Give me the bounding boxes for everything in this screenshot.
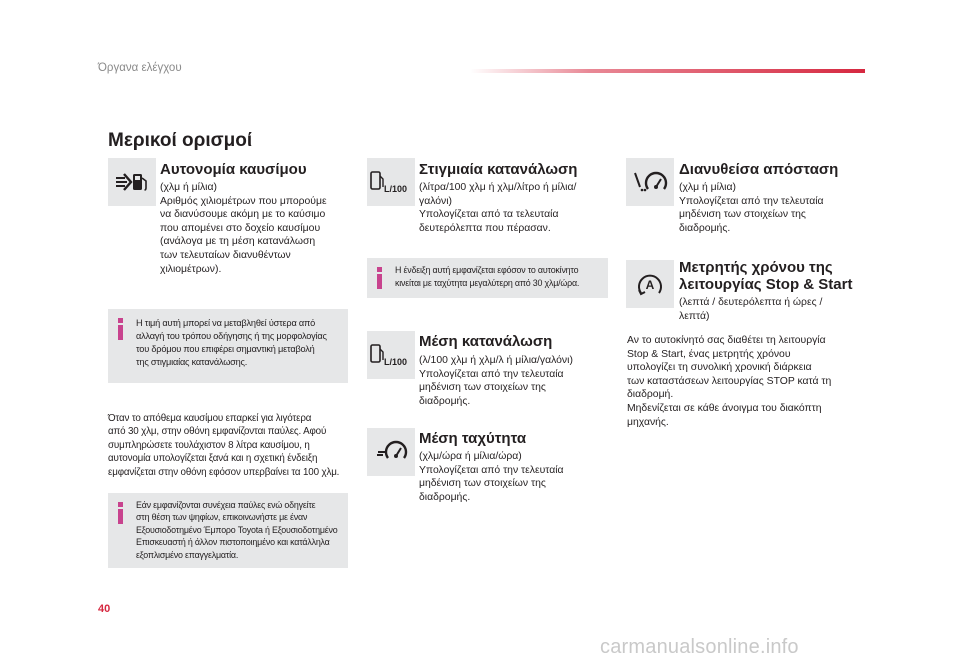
average-speed-icon [367,428,415,476]
svg-text:A: A [645,278,655,292]
instant-consumption-text: (λίτρα/100 χλμ ή χλμ/λίτρο ή μίλια/ γαλόνι) Υπολογίζεται από τα τελευταία δευτερόλεπτα που πέρασαν. [419,182,577,234]
average-consumption-icon [367,331,415,379]
instant-consumption-title: Στιγμιαία κατανάλωση [419,161,578,178]
page-number: 40 [98,603,111,615]
stop-start-paragraph: Αν το αυτοκίνητό σας διαθέτει τη λειτουργία Stop & Start, ένας μετρητής χρόνου υπολογίζει τη συνολική χρονική διάρκεια των καταστάσεων λειτουργίας STOP κατά τη διαδρομή. Μηδενίζεται σε κάθε άνοιγμα του διακόπτη μηχανής. [627,335,832,428]
stop-start-title: Μετρητής χρόνου της λειτουργίας Stop & Start [679,259,853,293]
autonomy-text: (χλμ ή μίλια) Αριθμός χιλιομέτρων που μπορούμε να διανύσουμε ακόμη με το καύσιμο που απομένει στο δοχείο καυσίμου (ανάλογα με τη μέση κατανάλωση των τελευταίων διανυθέντων χιλιομέτρων). [160,182,327,275]
info-icon [117,318,125,340]
header-section: Όργανα ελέγχου [98,62,182,74]
info-icon [117,502,125,524]
info-box-autonomy [108,309,348,383]
info-icon [376,267,384,289]
stop-start-units: (λεπτά / δευτερόλεπτα ή ώρες / λεπτά) [679,297,823,322]
stop-start-icon [626,260,674,308]
instant-consumption-icon [367,158,415,206]
average-consumption-title: Μέση κατανάλωση [419,333,553,350]
info-box-dashes [108,493,348,568]
average-consumption-text: (λ/100 χλμ ή χλμ/λ ή μίλια/γαλόνι) Υπολογίζεται από την τελευταία μηδένιση των στοιχείων της διαδρομής. [419,355,573,407]
header-accent-line [470,69,865,73]
info-box-instant [367,258,608,298]
autonomy-title: Αυτονομία καυσίμου [160,161,307,178]
distance-title: Διανυθείσα απόσταση [679,161,839,178]
info-text-autonomy: Η τιμή αυτή μπορεί να μεταβληθεί ύστερα από αλλαγή του τρόπου οδήγησης ή της μορφολογίας του δρόμου που επιφέρει σημαντική μεταβολή της στιγμιαίας κατανάλωσης. [136,318,327,367]
autonomy-paragraph: Όταν το απόθεμα καυσίμου επαρκεί για λιγότερα από 30 χλμ, στην οθόνη εμφανίζονται παύλες. Αφού συμπληρώσετε τουλάχιστον 8 λίτρα καυσίμου, η αυτονομία υπολογίζεται ξανά και η σχετική ένδειξη εμφανίζεται στην οθόνη εφόσον υπερβαίνει τα 100 χλμ. [108,413,340,478]
info-text-instant: Η ένδειξη αυτή εμφανίζεται εφόσον το αυτοκίνητο κινείται με ταχύτητα μεγαλύτερη από 30 χλμ/ώρα. [395,265,580,288]
svg-text:L/100: L/100 [384,184,408,194]
fuel-range-icon [108,158,156,206]
page-title: Μερικοί ορισμοί [108,130,253,151]
watermark: carmanualsonline.info [600,636,799,658]
distance-travelled-icon [626,158,674,206]
average-speed-text: (χλμ/ώρα ή μίλια/ώρα) Υπολογίζεται από την τελευταία μηδένιση των στοιχείων της διαδρομής. [419,451,564,503]
average-speed-title: Μέση ταχύτητα [419,430,527,447]
svg-text:L/100: L/100 [384,357,408,367]
info-text-dashes: Εάν εμφανίζονται συνέχεια παύλες ενώ οδηγείτε στη θέση των ψηφίων, επικοινωνήστε με έναν Εξουσιοδοτημένο Έμπορο Toyota ή Εξουσιοδοτημένο Επισκευαστή ή άλλον πιστοποιημένο και κατάλληλα εξοπλισμένο επαγγελματία. [136,500,338,560]
distance-text: (χλμ ή μίλια) Υπολογίζεται από την τελευταία μηδένιση των στοιχείων της διαδρομής. [679,182,824,234]
